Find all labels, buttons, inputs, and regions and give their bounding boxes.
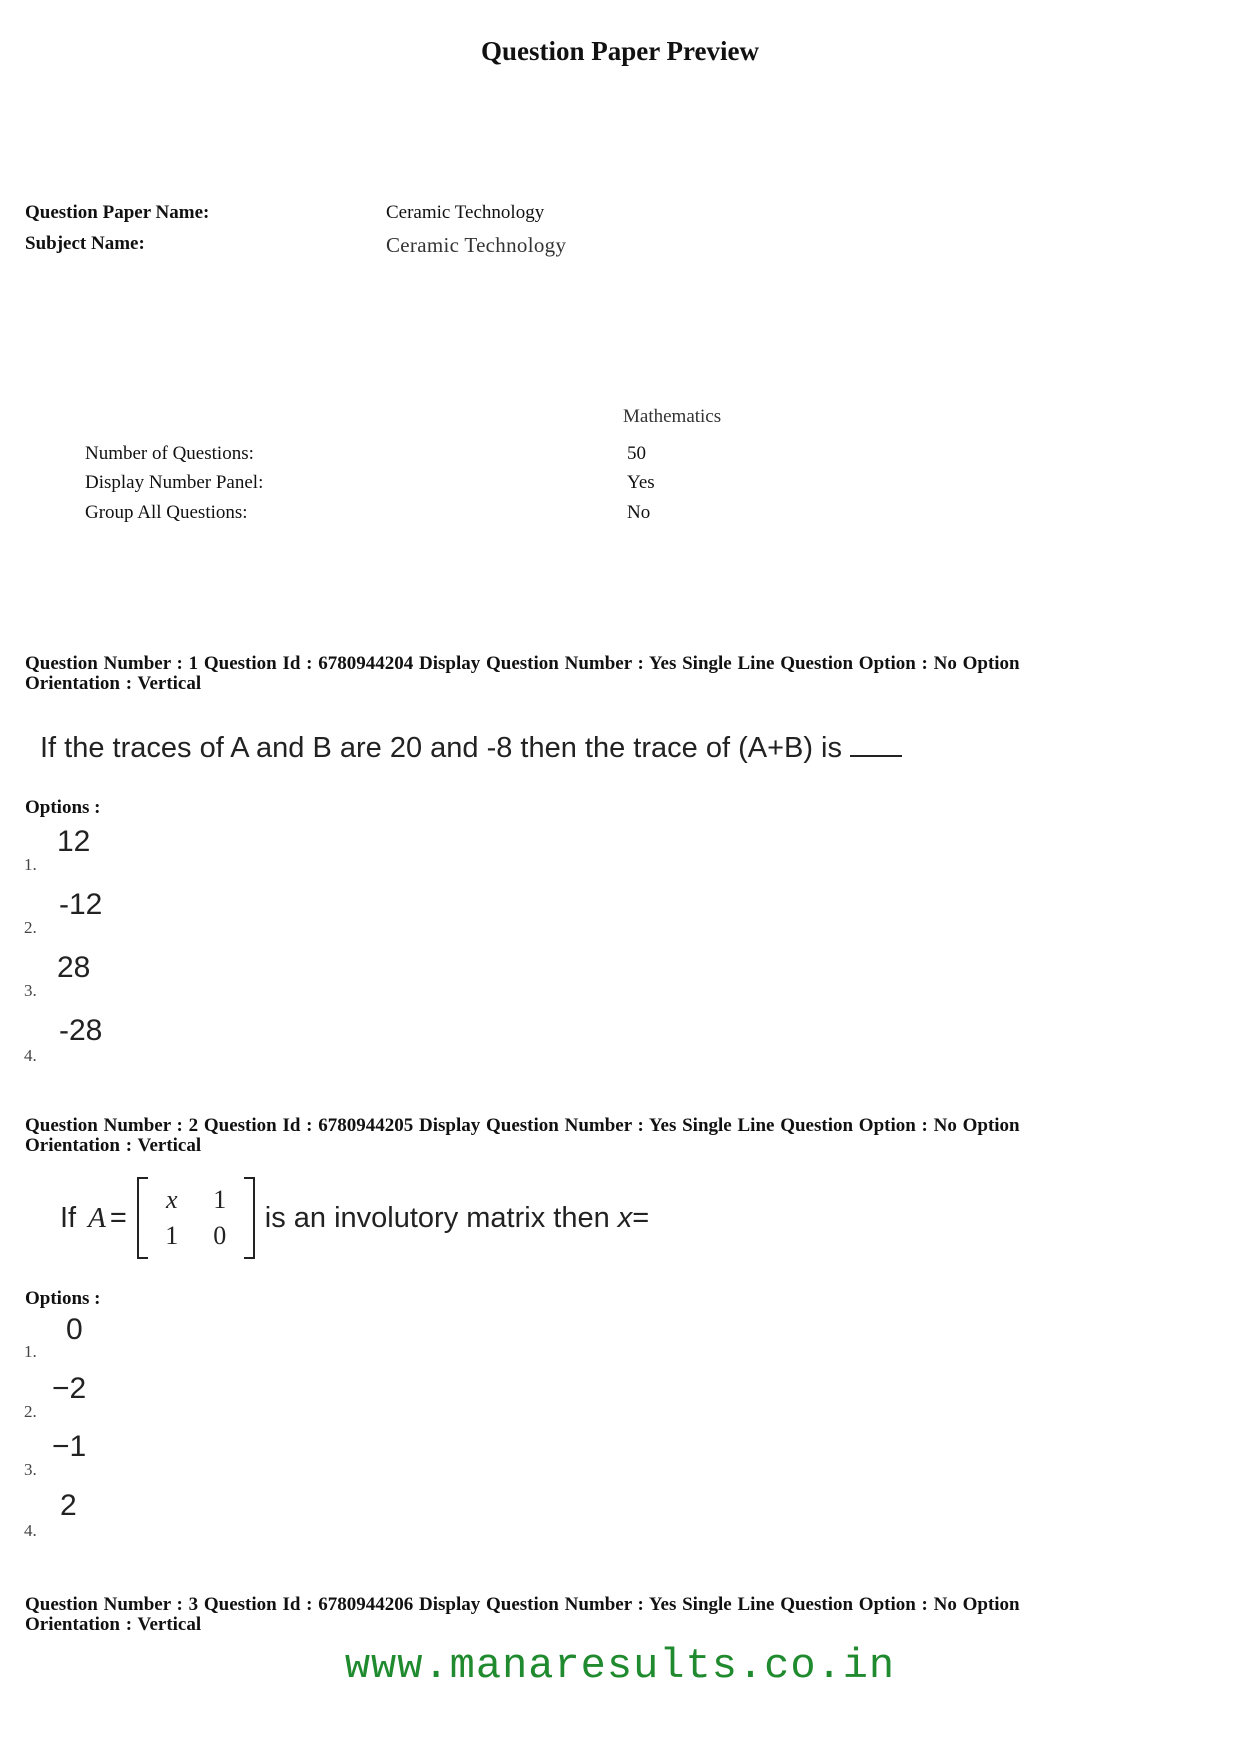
answer-blank (850, 731, 902, 757)
question-1-header: Question Number : 1 Question Id : 6780944204 Display Question Number : Yes Single Line Question Option : No Option Orientation : Vertical (25, 653, 1020, 694)
section-name: Mathematics (623, 406, 722, 427)
question-1-text: If the traces of A and B are 20 and -8 then the trace of (A+B) is (40, 731, 902, 765)
subject-name-label: Subject Name: (25, 233, 145, 254)
paper-name-label: Question Paper Name: (25, 202, 210, 223)
question-2-text: If A = x 1 1 0 is an involutory matrix then x = (60, 1172, 649, 1264)
matrix: x 1 1 0 (137, 1177, 255, 1259)
subject-name-value: Ceramic Technology (386, 233, 567, 257)
display-panel-label: Display Number Panel: (85, 472, 264, 493)
paper-name-value: Ceramic Technology (386, 202, 545, 223)
num-questions-value: 50 (627, 443, 646, 464)
right-bracket (244, 1177, 255, 1259)
page-title: Question Paper Preview (481, 36, 759, 66)
display-panel-value: Yes (627, 472, 655, 493)
question-2-header: Question Number : 2 Question Id : 6780944205 Display Question Number : Yes Single Line Question Option : No Option Orientation : Vertical (25, 1115, 1020, 1156)
footer-watermark: www.manaresults.co.in (344, 1642, 896, 1690)
question-1-options-label: Options : (25, 797, 101, 818)
left-bracket (137, 1177, 148, 1259)
num-questions-label: Number of Questions: (85, 443, 254, 464)
question-3-header: Question Number : 3 Question Id : 6780944206 Display Question Number : Yes Single Line Question Option : No Option Orientation : Vertical (25, 1594, 1020, 1635)
group-questions-value: No (627, 502, 651, 523)
question-2-options-label: Options : (25, 1288, 101, 1309)
matrix-variable: A (88, 1201, 106, 1234)
group-questions-label: Group All Questions: (85, 502, 248, 523)
